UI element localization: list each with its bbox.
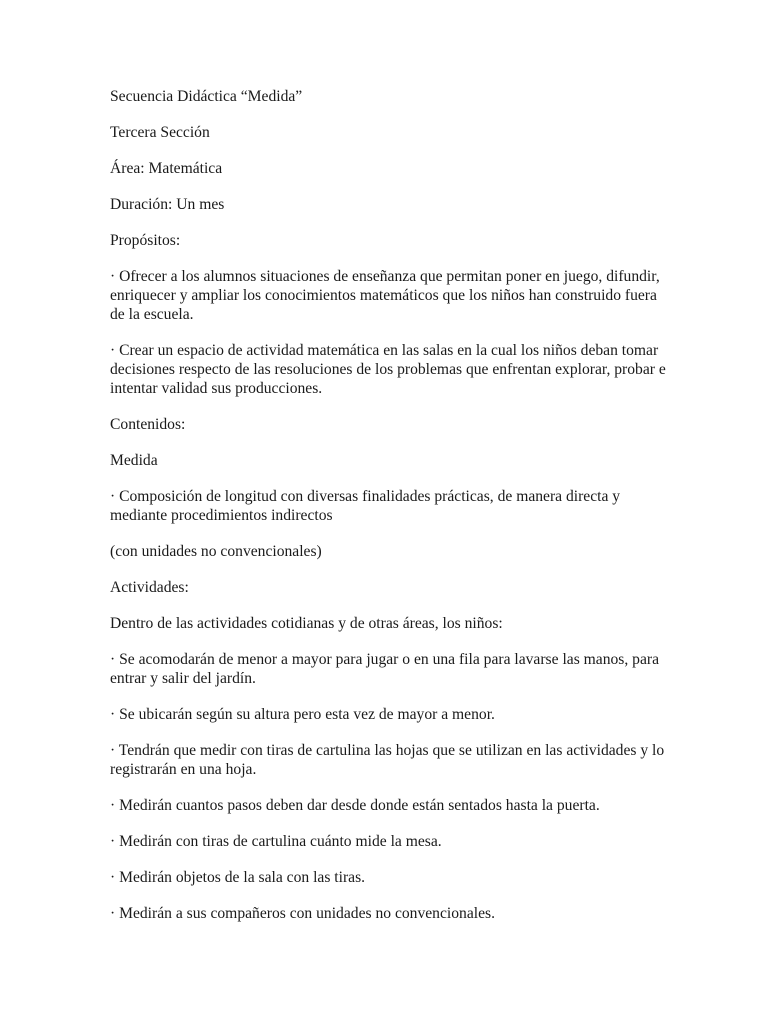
activities-intro: Dentro de las actividades cotidianas y de otras áreas, los niños: [110, 615, 503, 632]
purpose-item: · Crear un espacio de actividad matemática en las salas en la cual los niños deban tomar decisiones respecto de las resoluciones de los problemas que enfrentan explorar, probar e intentar validad sus producciones. [110, 342, 666, 397]
activity-item: · Medirán cuantos pasos deben dar desde donde están sentados hasta la puerta. [110, 797, 600, 814]
activity-item: · Tendrán que medir con tiras de cartulina las hojas que se utilizan en las actividades y lo registrarán en una hoja. [110, 742, 665, 778]
content-item: · Composición de longitud con diversas finalidades prácticas, de manera directa y mediante procedimientos indirectos [110, 488, 621, 524]
content-note: (con unidades no convencionales) [110, 543, 322, 560]
purposes-heading: Propósitos: [110, 232, 181, 249]
purpose-item: · Ofrecer a los alumnos situaciones de enseñanza que permitan poner en juego, difundir, enriquecer y ampliar los conocimientos matemáticos que los niños han construido fuera de la escuela. [110, 268, 660, 323]
area-line: Área: Matemática [110, 160, 223, 177]
duration-line: Duración: Un mes [110, 196, 225, 213]
section-line: Tercera Sección [110, 124, 210, 141]
contents-subheading: Medida [110, 452, 158, 469]
activities-heading: Actividades: [110, 579, 189, 596]
activity-item: · Se acomodarán de menor a mayor para jugar o en una fila para lavarse las manos, para entrar y salir del jardín. [110, 651, 660, 687]
document-title: Secuencia Didáctica “Medida” [110, 88, 303, 105]
activity-item: · Medirán objetos de la sala con las tiras. [110, 869, 366, 886]
activity-item: · Se ubicarán según su altura pero esta vez de mayor a menor. [110, 706, 495, 723]
activity-item: · Medirán a sus compañeros con unidades no convencionales. [110, 905, 495, 922]
contents-heading: Contenidos: [110, 416, 186, 433]
activity-item: · Medirán con tiras de cartulina cuánto mide la mesa. [110, 833, 442, 850]
